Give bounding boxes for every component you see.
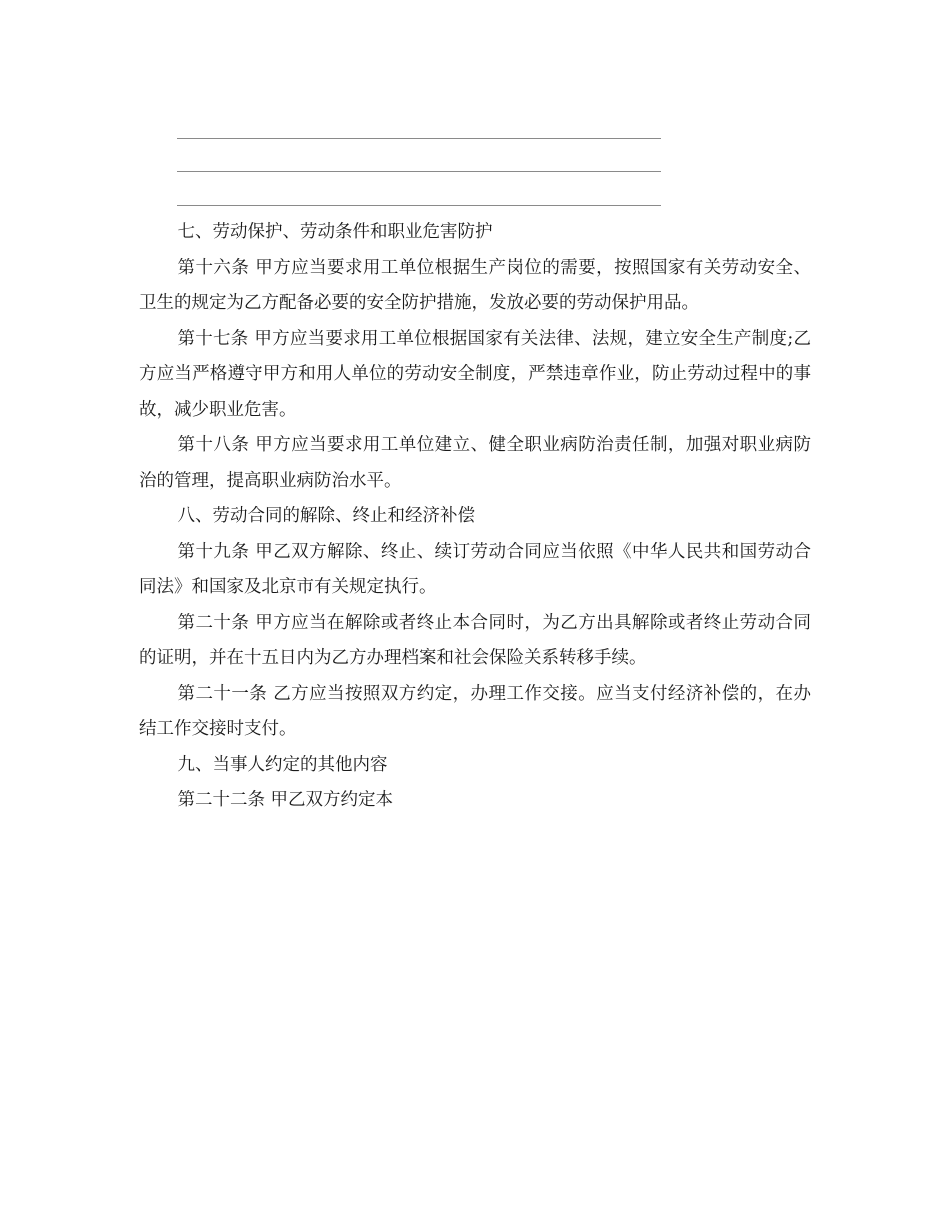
- section-heading-9: 九、当事人约定的其他内容: [177, 754, 388, 775]
- article-18: 第十八条 甲方应当要求用工单位建立、健全职业病防治责任制，加强对职业病防治的管理，提高职业病防治水平。: [139, 435, 811, 491]
- article-22: 第二十二条 甲乙双方约定本: [177, 790, 394, 810]
- article-17: 第十七条 甲方应当要求用工单位根据国家有关法律、法规，建立安全生产制度;乙方应当严格遵守甲方和用人单位的劳动安全制度，严禁违章作业，防止劳动过程中的事故，减少职业危害。: [139, 328, 811, 420]
- article-21: 第二十一条 乙方应当按照双方约定，办理工作交接。应当支付经济补偿的，在办结工作交接时支付。: [139, 683, 811, 739]
- document-body: [139, 215, 811, 819]
- section-heading-8: 八、劳动合同的解除、终止和经济补偿: [177, 506, 475, 526]
- fill-in-blank-line: [177, 138, 661, 139]
- article-16: 第十六条 甲方应当要求用工单位根据生产岗位的需要，按照国家有关劳动安全、卫生的规定为乙方配备必要的安全防护措施，发放必要的劳动保护用品。: [139, 257, 811, 313]
- fill-in-blank-line: [177, 171, 661, 172]
- article-20: 第二十条 甲方应当在解除或者终止本合同时，为乙方出具解除或者终止劳动合同的证明，并在十五日内为乙方办理档案和社会保险关系转移手续。: [139, 612, 811, 668]
- fill-in-blank-line: [177, 205, 661, 206]
- article-19: 第十九条 甲乙双方解除、终止、续订劳动合同应当依照《中华人民共和国劳动合同法》和国家及北京市有关规定执行。: [139, 541, 811, 597]
- section-heading-7: 七、劳动保护、劳动条件和职业危害防护: [177, 222, 493, 242]
